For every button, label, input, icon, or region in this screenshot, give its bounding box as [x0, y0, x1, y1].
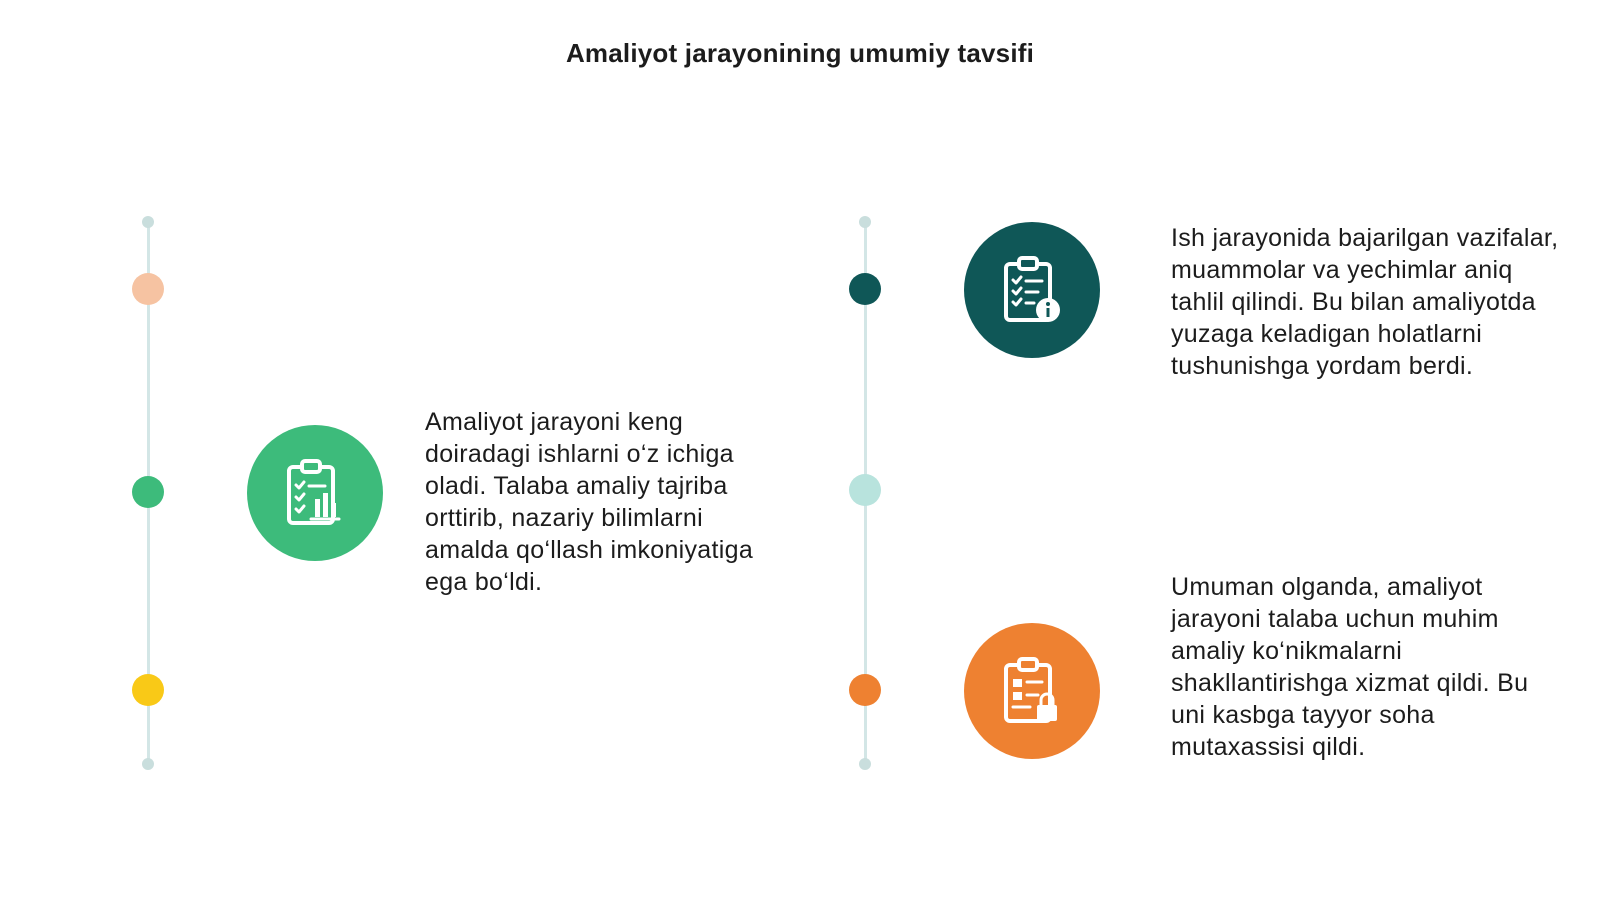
clipboard-lock-icon	[996, 655, 1068, 727]
clipboard-info-icon-circle	[964, 222, 1100, 358]
clipboard-lock-icon-circle	[964, 623, 1100, 759]
left-timeline-top-cap	[142, 216, 154, 228]
left-timeline-dot-peach	[132, 273, 164, 305]
center-timeline-dot-dark-teal	[849, 273, 881, 305]
left-timeline-dot-yellow	[132, 674, 164, 706]
clipboard-info-icon	[996, 254, 1068, 326]
center-timeline-top-cap	[859, 216, 871, 228]
page-title: Amaliyot jarayonining umumiy tavsifi	[565, 38, 1035, 68]
center-timeline-dot-orange	[849, 674, 881, 706]
item-2-description: Ish jarayonida bajarilgan vazifalar, muammolar va yechimlar aniq tahlil qilindi. Bu bilan amaliyotda yuzaga keladigan holatlarni tushunishga yordam berdi.	[1171, 224, 1559, 380]
item-1-description: Amaliyot jarayoni keng doiradagi ishlarni o‘z ichiga oladi. Talaba amaliy tajriba orttirib, nazariy bilimlarni amalda qo‘llash imkoniyatiga ega bo‘ldi.	[425, 408, 754, 596]
left-timeline-bottom-cap	[142, 758, 154, 770]
center-timeline-dot-light-teal	[849, 474, 881, 506]
item-3-description: Umuman olganda, amaliyot jarayoni talaba uchun muhim amaliy ko‘nikmalarni shakllantirishga xizmat qildi. Bu uni kasbga tayyor soha mutaxassisi qildi.	[1171, 573, 1529, 761]
clipboard-chart-icon	[279, 457, 351, 529]
clipboard-chart-icon-circle	[247, 425, 383, 561]
left-timeline-dot-green	[132, 476, 164, 508]
center-timeline-bottom-cap	[859, 758, 871, 770]
